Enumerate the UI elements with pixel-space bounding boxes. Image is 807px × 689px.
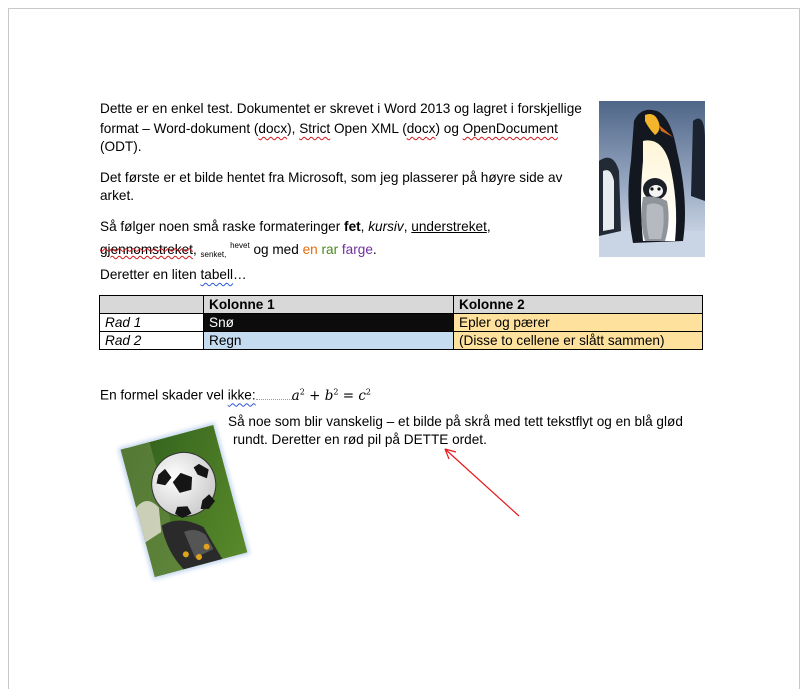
paragraph-wrap-line2: rundt. Deretter en rød pil på DETTE ordet. (233, 432, 487, 447)
table-cell: Snø (204, 314, 454, 332)
text: Så følger noen små raske formateringer (100, 219, 345, 234)
spell-error-word[interactable]: docx (258, 121, 288, 136)
italic-text: kursiv (368, 219, 404, 234)
text: ), (287, 121, 300, 136)
math-op: + (304, 387, 325, 404)
text: … (233, 267, 247, 282)
formula-anchor (256, 389, 292, 400)
math-var: b (324, 387, 334, 404)
math-exp: 2 (365, 387, 372, 396)
paragraph-image-line2: arket. (100, 188, 134, 203)
text: , (486, 219, 491, 234)
text: , (403, 219, 412, 234)
table-cell: (Disse to cellene er slått sammen) (454, 332, 703, 350)
paragraph-formula (100, 383, 371, 405)
green-text: rar (321, 242, 339, 257)
paragraph-intro-line2 (100, 120, 558, 138)
table-cell: Epler og pærer (454, 314, 703, 332)
table-header-col1: Kolonne 1 (204, 296, 454, 314)
paragraph-format-line1 (100, 218, 491, 236)
paragraph-intro-line1: Dette er en enkel test. Dokumentet er skrevet i Word 2013 og lagret i forskjellige (100, 101, 582, 116)
table-header-row (100, 296, 703, 314)
math-exp: 2 (333, 387, 339, 396)
text: , (192, 242, 201, 257)
text: , (360, 219, 369, 234)
purple-text: farge (341, 242, 373, 257)
text: og med (249, 242, 303, 257)
paragraph-intro-line3: (ODT). (100, 139, 142, 154)
table-row (100, 314, 703, 332)
spell-error-word[interactable]: OpenDocument (462, 121, 558, 136)
paragraph-format-line2 (100, 237, 377, 264)
table-cell: Regn (204, 332, 454, 350)
math-op: = (338, 387, 359, 404)
table-header-empty (100, 296, 204, 314)
text: En formel skader vel (100, 387, 228, 403)
orange-text: en (302, 242, 318, 257)
data-table (99, 295, 703, 350)
row-label: Rad 2 (100, 332, 204, 350)
paragraph-table-intro (100, 266, 247, 284)
text: format – Word-dokument ( (100, 121, 259, 136)
math-var: a (291, 387, 300, 404)
row-label: Rad 1 (100, 314, 204, 332)
paragraph-wrap-line1: Så noe som blir vanskelig – et bilde på skrå med tett tekstflyt og en blå glød (228, 414, 683, 429)
paragraph-image-line1: Det første er et bilde hentet fra Microsoft, som jeg plasserer på høyre side av (100, 170, 563, 185)
spell-error-word[interactable]: docx (406, 121, 436, 136)
text: Open XML ( (330, 121, 407, 136)
spell-error-word[interactable]: Strict (299, 121, 331, 136)
table-row (100, 332, 703, 350)
strikethrough-text[interactable]: gjennomstreket (100, 242, 193, 257)
math-exp: 2 (299, 387, 305, 396)
subscript-text: senket, (200, 250, 227, 259)
grammar-flag-word[interactable]: tabell (200, 267, 233, 282)
table-header-col2: Kolonne 2 (454, 296, 703, 314)
text: ) og (435, 121, 463, 136)
math-formula[interactable] (292, 388, 371, 404)
math-var: c (358, 387, 366, 404)
bold-text: fet (344, 219, 361, 234)
penguin-photo[interactable] (599, 101, 705, 257)
superscript-text: hevet (230, 241, 250, 250)
text: Deretter en liten (100, 267, 201, 282)
text: . (372, 242, 377, 257)
grammar-flag-word[interactable]: ikke: (227, 387, 256, 403)
underlined-text: understreket (411, 219, 487, 234)
